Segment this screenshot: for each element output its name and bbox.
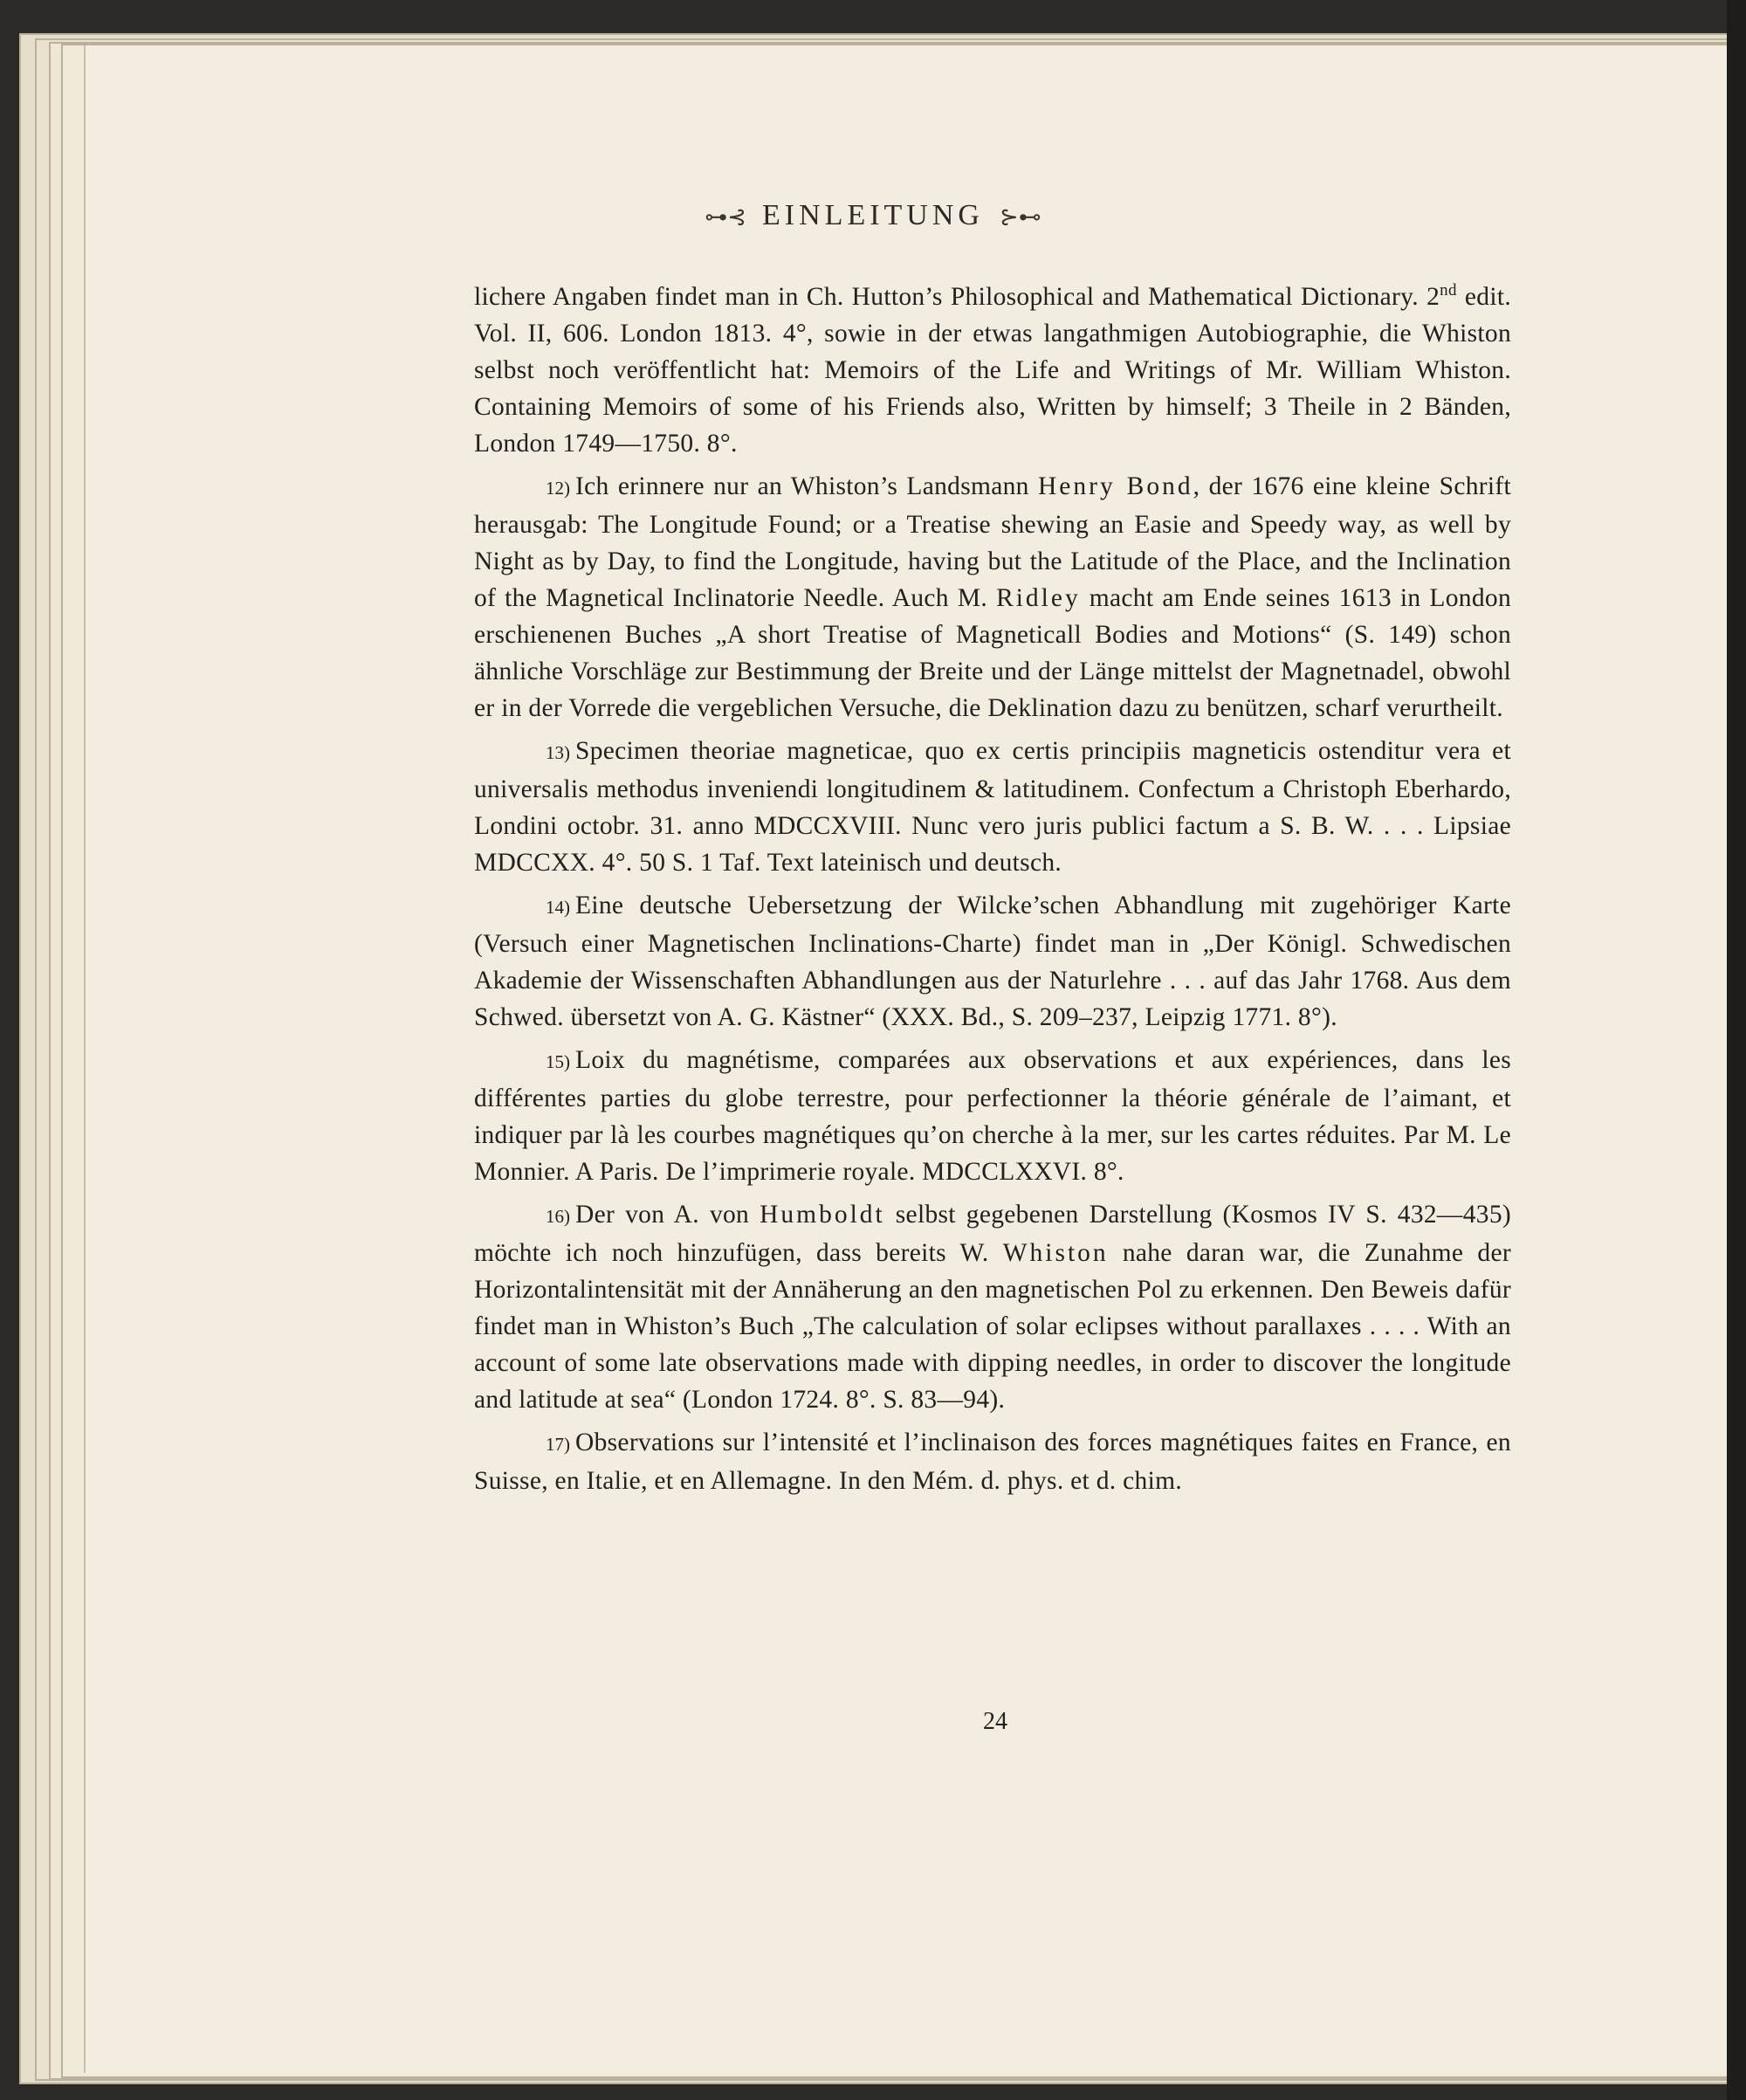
spaced-name: Whiston [1002, 1238, 1109, 1267]
footnote-14 [474, 887, 1511, 1036]
footnote-text: , der 1676 eine kleine Schrift herausgab: The Longitude Found; or a Treatise shewing an Easie and Speedy way, as well by Night as by Day, to find the Longitude, having but the Latitude of the Place, and the Inclination of the Magnetical Inclinatorie Needle. Auch M. [474, 472, 1511, 612]
ornament-left-icon: ⊶⊰ [705, 204, 747, 230]
spaced-name: Humboldt [760, 1200, 885, 1229]
page-number: 24 [983, 1708, 1007, 1735]
spaced-name: Ridley [996, 583, 1081, 612]
footnote-text: Eine deutsche Uebersetzung der Wilcke’schen Abhandlung mit zugehöriger Karte (Versuch einer Magnetischen Inclinations-Charte) findet man in „Der Königl. Schwedischen Akademie der Wissenschaften Abhandlungen aus der Naturlehre . . . auf das Jahr 1768. Aus dem Schwed. übersetzt von A. G. Kästner“ (XXX. Bd., S. 209–237, Leipzig 1771. 8°). [474, 891, 1511, 1031]
footnote-text: macht am Ende seines 1613 in London erschienenen Buches „A short Treatise of Magneticall Bodies and Motions“ (S. 149) schon ähnliche Vorschläge zur Bestimmung der Breite und der Länge mittelst der Magnetnadel, obwohl er in der Vorrede die vergeblichen Versuche, die Deklination dazu zu benützen, scharf verurtheilt. [474, 583, 1511, 722]
spaced-name: Henry Bond [1038, 472, 1193, 500]
footnote-number: 14) [546, 896, 570, 918]
footnote-text: Observations sur l’intensité et l’inclinaison des forces magnétiques faites en France, en Suisse, en Italie, et en Allemagne. In den Mém. d. phys. et d. chim. [474, 1428, 1511, 1495]
superscript: nd [1440, 281, 1457, 300]
footnote-13 [474, 733, 1511, 881]
running-head-title: EINLEITUNG [762, 199, 984, 231]
footnote-15 [474, 1042, 1511, 1190]
footnote-text: selbst gegebenen Darstellung (Kosmos IV S. 432—435) möchte ich noch hinzufügen, dass bereits W. [474, 1200, 1511, 1267]
body-text [474, 272, 1511, 1505]
footnote-text: nahe daran war, die Zunahme der Horizontalintensität mit der Annäherung an den magnetischen Pol zu erkennen. Den Beweis dafür findet man in Whiston’s Buch „The calculation of solar eclipses without parallaxes . . . . With an account of some late observations made with dipping needles, in order to discover the longitude and latitude at sea“ (London 1724. 8°. S. 83—94). [474, 1238, 1511, 1414]
footnote-number: 16) [546, 1205, 570, 1227]
ornament-right-icon: ⊱⊷ [999, 204, 1041, 230]
running-head [0, 199, 1746, 232]
footnote-text: Ich erinnere nur an Whiston’s Landsmann [575, 472, 1038, 500]
continued-paragraph [474, 272, 1511, 462]
footnote-number: 12) [546, 477, 570, 499]
footnote-16 [474, 1196, 1511, 1418]
footnote-number: 17) [546, 1433, 570, 1455]
scan-border [1727, 0, 1746, 2100]
footnote-text: Specimen theoriae magneticae, quo ex certis principiis magneticis ostenditur vera et universalis methodus inveniendi longitudinem & latitudinem. Confectum a Christoph Eberhardo, Londini octobr. 31. anno MDCCXVIII. Nunc vero juris publici factum a S. B. W. . . . Lipsiae MDCCXX. 4°. 50 S. 1 Taf. Text lateinisch und deutsch. [474, 736, 1511, 877]
footnote-12 [474, 468, 1511, 726]
footnote-text: Der von A. von [575, 1200, 760, 1229]
paragraph-text: edit. Vol. II, 606. London 1813. 4°, sowie in der etwas langathmigen Autobiographie, die Whiston selbst noch veröffentlicht hat: Memoirs of the Life and Writings of Mr. William Whiston. Containing Memoirs of some of his Friends also, Written by himself; 3 Theile in 2 Bänden, London 1749—1750. 8°. [474, 282, 1511, 458]
footnote-text: Loix du magnétisme, comparées aux observations et aux expériences, dans les différentes parties du globe terrestre, pour perfectionner la théorie générale de l’aimant, et indiquer par là les courbes magnétiques qu’on cherche à la mer, sur les cartes réduites. Par M. Le Monnier. A Paris. De l’imprimerie royale. MDCCLXXVI. 8°. [474, 1045, 1511, 1186]
paragraph-text: lichere Angaben findet man in Ch. Hutton’s Philosophical and Mathematical Dictionary. 2 [474, 282, 1440, 311]
footnote-number: 15) [546, 1050, 570, 1072]
footnote-number: 13) [546, 741, 570, 763]
footnote-17 [474, 1424, 1511, 1499]
